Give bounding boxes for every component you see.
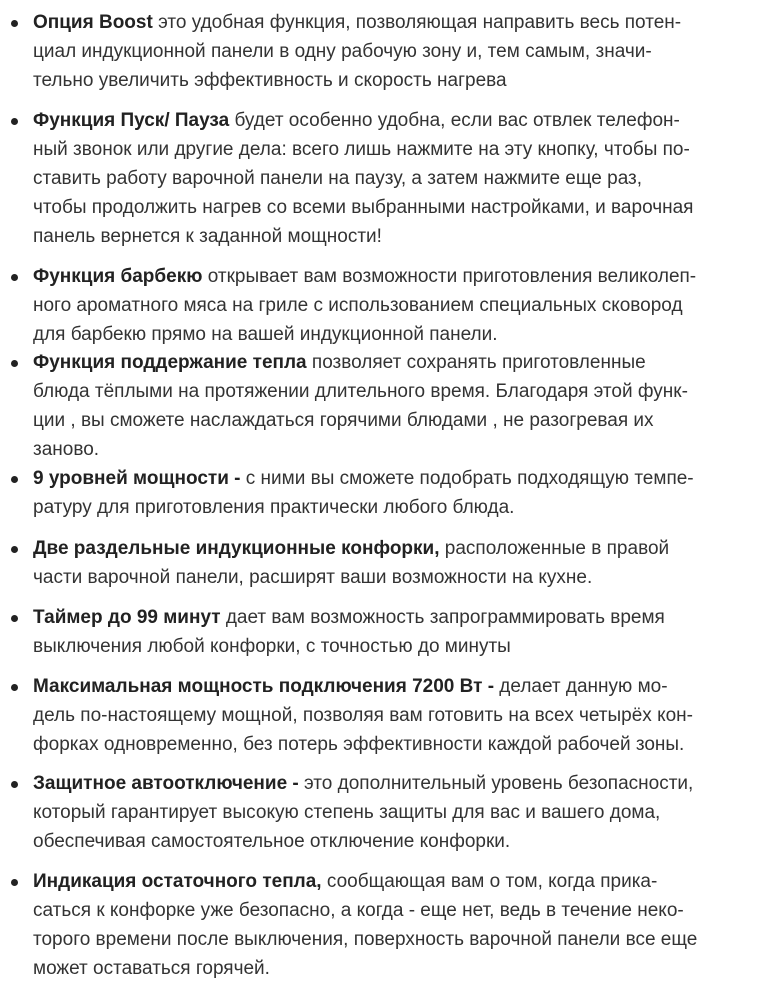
feature-text: это удобная функция, позволяющая направить весь потен- — [152, 12, 682, 33]
feature-text: дает вам возможность запрограммировать время — [220, 607, 665, 628]
feature-line — [33, 348, 745, 377]
feature-line — [33, 603, 745, 632]
feature-title: Защитное автоотключение - — [33, 773, 299, 794]
feature-text: расположенные в правой — [439, 538, 670, 559]
feature-line: ного ароматного мяса на гриле с использованием специальных сковород — [33, 295, 683, 316]
feature-item-timer — [33, 603, 745, 661]
feature-line: части варочной панели, расширят ваши возможности на кухне. — [33, 567, 593, 588]
feature-line: тельно увеличить эффективность и скорость нагрева — [33, 70, 507, 91]
feature-line: который гарантирует высокую степень защиты для вас и вашего дома, — [33, 802, 661, 823]
feature-line: ставить работу варочной панели на паузу, а затем нажмите еще раз, — [33, 168, 643, 189]
feature-line — [33, 672, 745, 701]
feature-line: ратуру для приготовления практически любого блюда. — [33, 497, 515, 518]
feature-title: 9 уровней мощности - — [33, 468, 241, 489]
feature-title: Функция поддержание тепла — [33, 352, 307, 373]
feature-line: выключения любой конфорки, с точностью до минуты — [33, 636, 511, 657]
feature-title: Функция Пуск/ Пауза — [33, 110, 230, 131]
feature-line — [33, 106, 745, 135]
feature-line — [33, 769, 745, 798]
feature-item-keep-warm — [33, 348, 745, 464]
feature-text: делает данную мо- — [494, 676, 668, 697]
feature-line — [33, 464, 745, 493]
feature-line: форках одновременно, без потерь эффективности каждой рабочей зоны. — [33, 734, 685, 755]
feature-item-boost — [33, 8, 745, 95]
feature-text: с ними вы сможете подобрать подходящую темпе- — [240, 468, 694, 489]
feature-line: торого времени после выключения, поверхность варочной панели все еще — [33, 929, 698, 950]
feature-line: чтобы продолжить нагрев со всеми выбранными настройками, и варочная — [33, 197, 694, 218]
feature-line: блюда тёплыми на протяжении длительного время. Благодаря этой функ- — [33, 381, 688, 402]
feature-text: будет особенно удобна, если вас отвлек телефон- — [229, 110, 680, 131]
feature-line: заново. — [33, 439, 100, 460]
feature-line: ции , вы сможете наслаждаться горячими блюдами , не разогревая их — [33, 410, 654, 431]
feature-title: Индикация остаточного тепла, — [33, 871, 322, 892]
feature-line: циал индукционной панели в одну рабочую зону и, тем самым, значи- — [33, 41, 652, 62]
feature-line — [33, 8, 745, 37]
feature-line — [33, 262, 745, 291]
feature-line: саться к конфорке уже безопасно, а когда - еще нет, ведь в течение неко- — [33, 900, 684, 921]
feature-item-auto-shutoff — [33, 769, 745, 856]
feature-title: Опция Boost — [33, 12, 153, 33]
feature-item-residual-heat — [33, 867, 745, 983]
feature-item-start-pause — [33, 106, 745, 251]
feature-title: Таймер до 99 минут — [33, 607, 221, 628]
feature-text: сообщающая вам о том, когда прика- — [321, 871, 658, 892]
feature-line: дель по-настоящему мощной, позволяя вам готовить на всех четырёх кон- — [33, 705, 693, 726]
feature-item-max-power — [33, 672, 745, 759]
feature-line: для барбекю прямо на вашей индукционной панели. — [33, 324, 498, 345]
feature-text: открывает вам возможности приготовления великолеп- — [202, 266, 697, 287]
feature-text: позволяет сохранять приготовленные — [306, 352, 646, 373]
feature-line: может оставаться горячей. — [33, 958, 270, 979]
feature-title: Функция барбекю — [33, 266, 203, 287]
feature-text: это дополнительный уровень безопасности, — [298, 773, 694, 794]
feature-title: Две раздельные индукционные конфорки, — [33, 538, 440, 559]
feature-line: обеспечивая самостоятельное отключение конфорки. — [33, 831, 511, 852]
feature-item-power-levels — [33, 464, 745, 522]
feature-line: ный звонок или другие дела: всего лишь нажмите на эту кнопку, чтобы по- — [33, 139, 690, 160]
feature-title: Максимальная мощность подключения 7200 Вт - — [33, 676, 495, 697]
feature-line — [33, 534, 745, 563]
feature-item-barbecue — [33, 262, 745, 349]
feature-line: панель вернется к заданной мощности! — [33, 226, 382, 247]
feature-item-separate-burners — [33, 534, 745, 592]
feature-line — [33, 867, 745, 896]
